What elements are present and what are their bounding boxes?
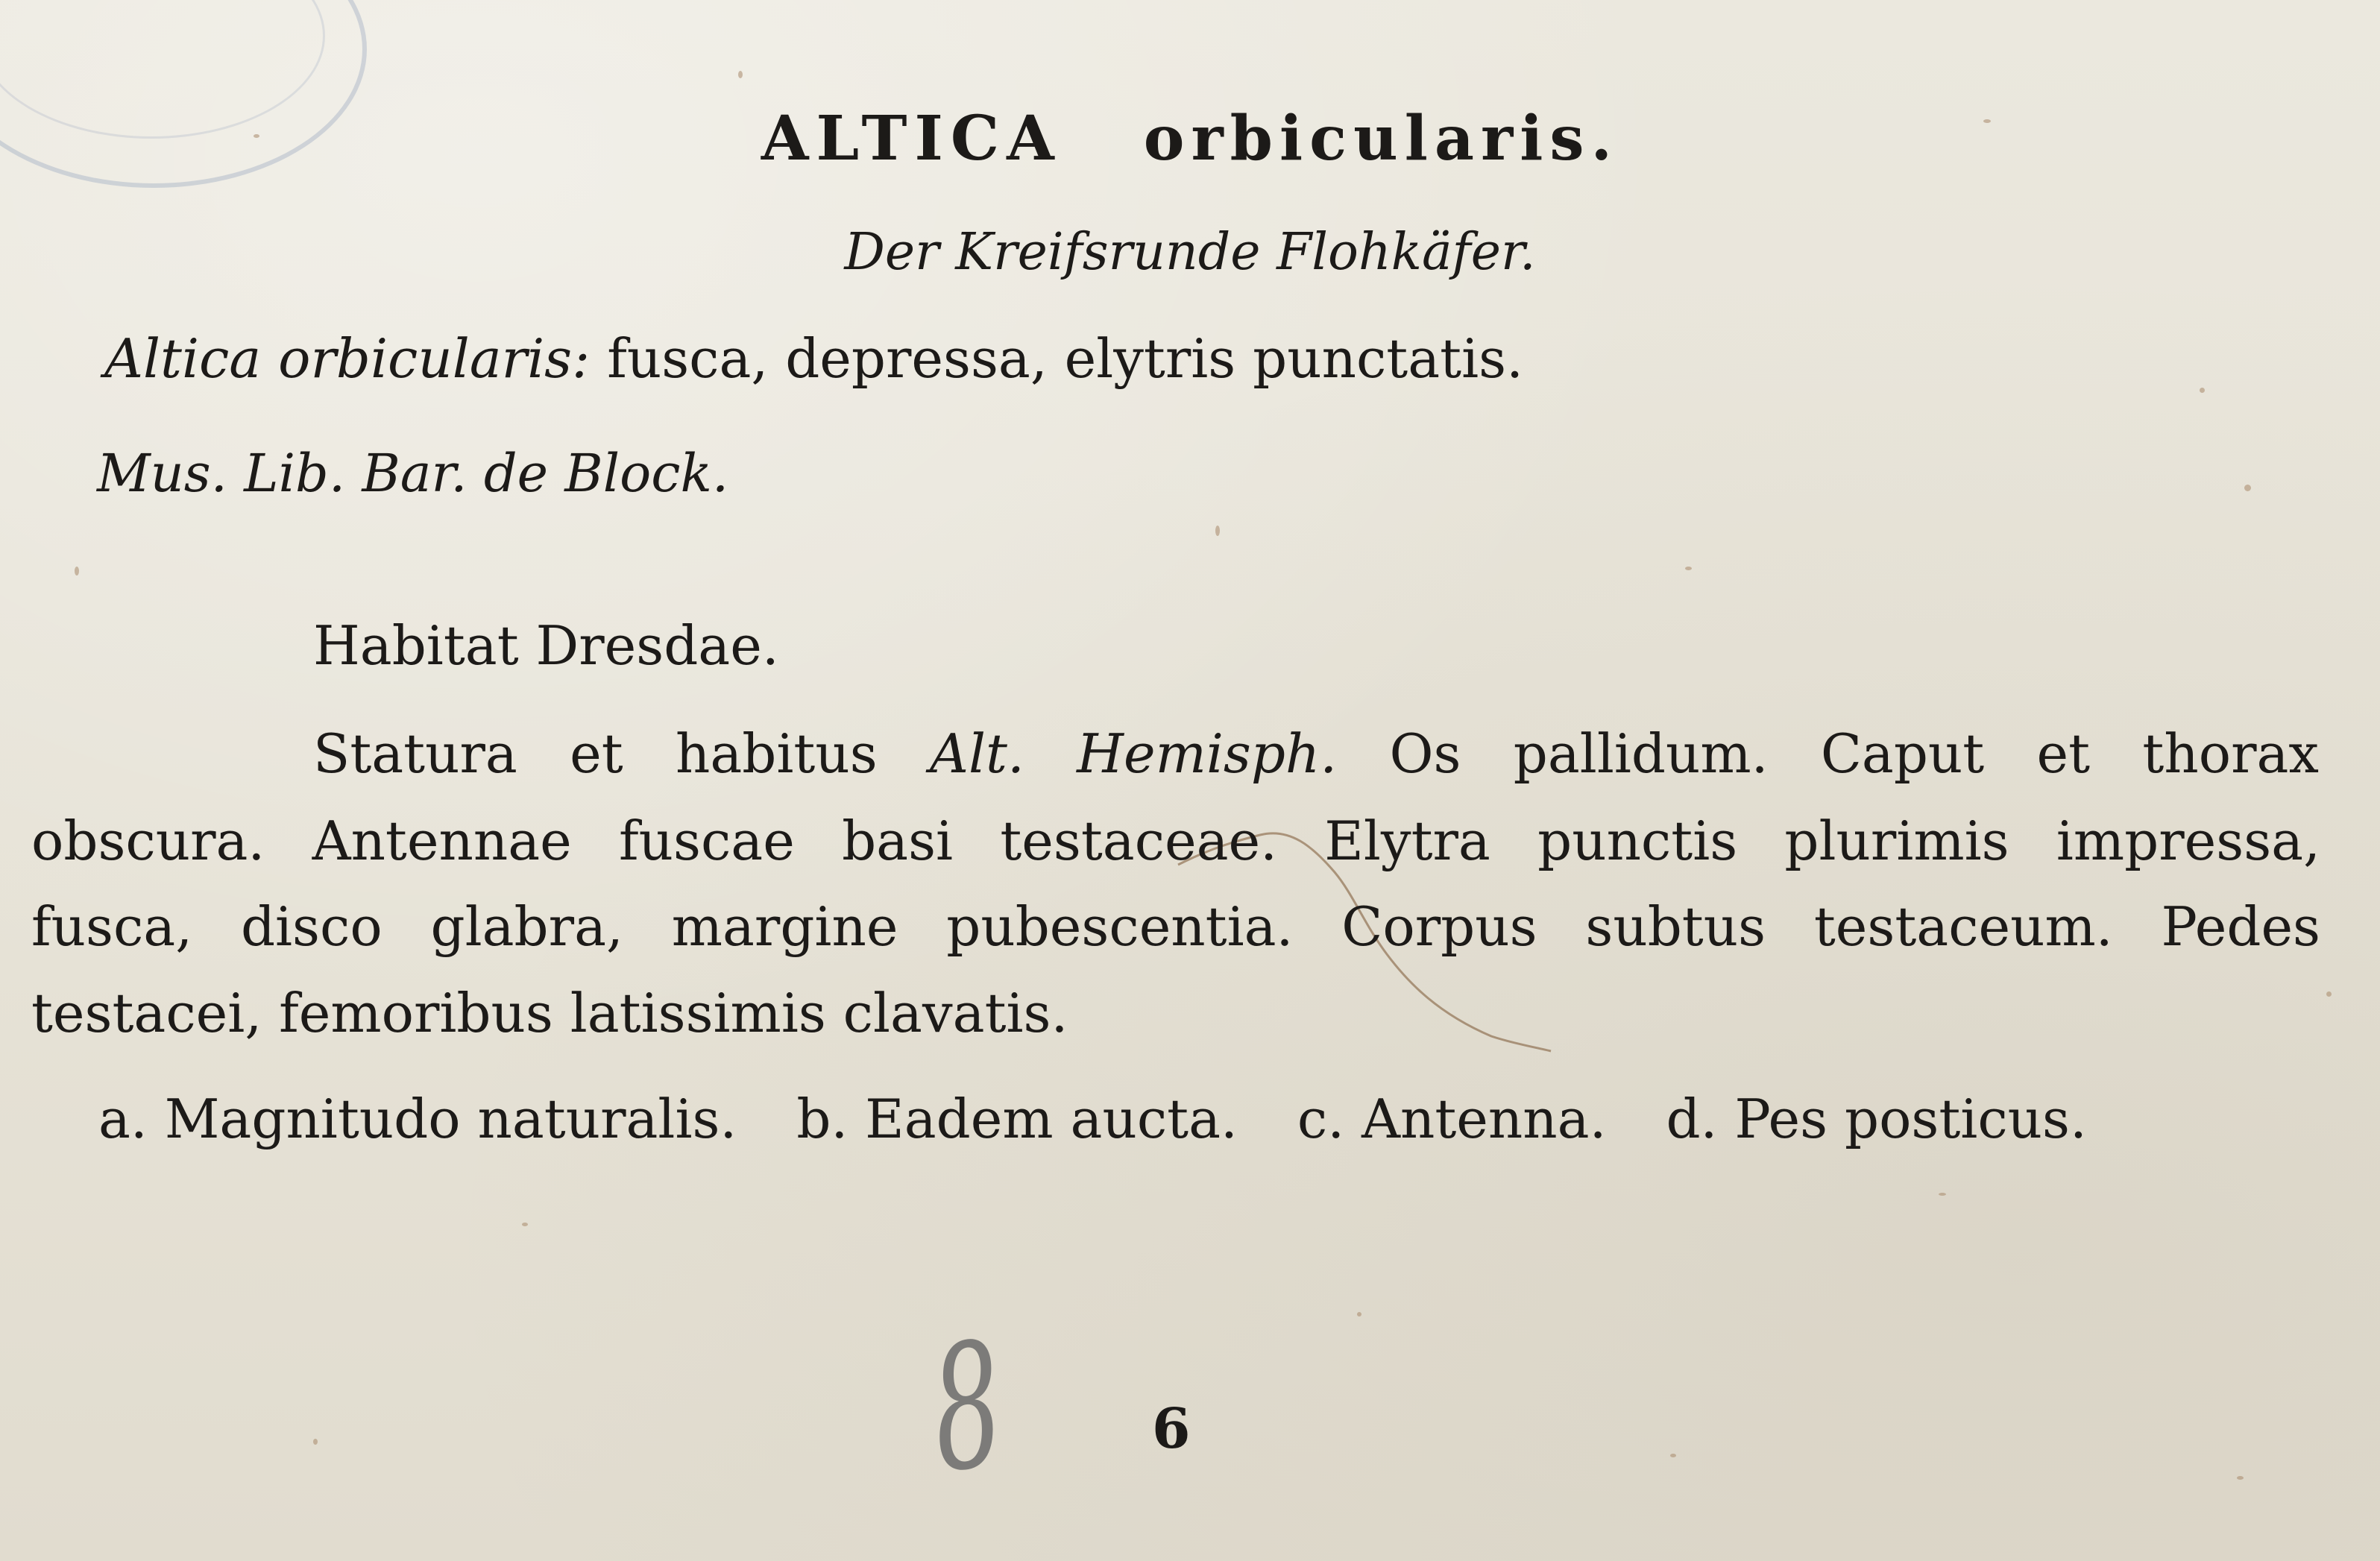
genus-name: ALTICA <box>761 103 1062 174</box>
description-line-1 <box>313 722 2320 785</box>
legend-item-c: c. Antenna. <box>1297 1088 1607 1150</box>
page-number: 6 <box>1152 1397 1191 1461</box>
description-line-3: fusca, disco glabra, margine pubescentia. Corpus subtus testaceum. Pedes <box>31 895 2320 958</box>
diagnosis-text: fusca, depressa, elytris punctatis. <box>607 327 1523 390</box>
species-title <box>0 103 2380 174</box>
diagnosis-line <box>104 327 1523 390</box>
description-line-1-start: Statura et habitus <box>313 722 878 785</box>
habitat-line: Habitat Dresdae. <box>313 614 779 677</box>
collection-line: Mus. Lib. Bar. de Block. <box>97 443 729 504</box>
legend-item-b: b. Eadem aucta. <box>796 1088 1238 1150</box>
description-reference: Alt. Hemisph. <box>930 722 1338 785</box>
diagnosis-name: Altica orbicularis: <box>104 327 591 390</box>
description-line-2: obscura. Antennae fuscae basi testaceae. Elytra punctis plurimis impressa, <box>31 810 2320 872</box>
legend-item-a: a. Magnitudo naturalis. <box>98 1088 737 1150</box>
legend-item-d: d. Pes posticus. <box>1666 1088 2087 1150</box>
german-common-name: Der Kreifsrunde Flohkäfer. <box>844 223 1536 282</box>
description-line-1-end: Os pallidum. Caput et thorax <box>1389 722 2320 785</box>
handwritten-number: 8 <box>923 1305 1012 1511</box>
description-line-4: testacei, femoribus latissimis clavatis. <box>31 982 1068 1044</box>
figure-legend <box>98 1088 2087 1150</box>
species-name: orbicularis. <box>1143 103 1619 174</box>
